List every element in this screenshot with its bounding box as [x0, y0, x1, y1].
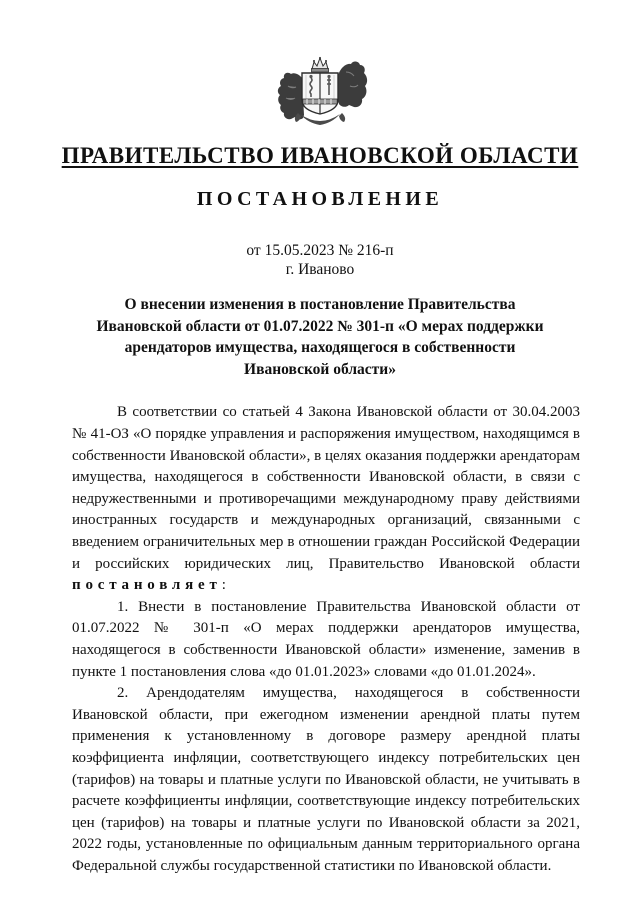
- preamble-text: В соответствии со статьей 4 Закона Ивановской области от 30.04.2003 № 41-ОЗ «О порядке управления и распоряжения имуществом, находящимся в собственности Ивановской области», в целях оказания поддержки арендаторам имущества, находящегося в собственности Ивановской области, в связи с недружественными и противоречащими международному праву действиями иностранных государств и международных организаций, связанными с введением ограничительных мер в отношении граждан Российской Федерации и российских юридических лиц, Правительство Ивановской области: [72, 404, 580, 572]
- resolve-word: постановляет: [72, 577, 222, 594]
- issue-city-line: г. Иваново: [285, 261, 355, 279]
- decree-item-2: 2. Арендодателям имущества, находящегося в собственности Ивановской области, при ежегодном изменении арендной платы путем применения к установленному в договоре размеру арендной платы коэффициента инфляции, соответствующего индексу потребительских цен (тарифов) на товары и платные услуги по Ивановской области, не учитывать в расчете коэффициенты инфляции, соответствующие индексу потребительских цен (тарифов) на товары и платные услуги по Ивановской области за 2021, 2022 годы, установленные по официальным данным территориального органа Федеральной службы государственной статистики по Ивановской области.: [72, 685, 580, 874]
- issuing-authority-title: ПРАВИТЕЛЬСТВО ИВАНОВСКОЙ ОБЛАСТИ: [61, 143, 579, 168]
- ivanovo-coat-of-arms-icon: [272, 56, 368, 136]
- emblem-container: [0, 0, 640, 136]
- resolve-colon: :: [221, 577, 226, 594]
- date-and-number-line: от 15.05.2023 № 216-п: [246, 242, 394, 260]
- preamble-paragraph: [72, 402, 580, 596]
- decree-body: [72, 402, 580, 877]
- decree-subject-heading: О внесении изменения в постановление Правительства Ивановской области от 01.07.2022 № 301-п «О мерах поддержки арендаторов имущества, находящегося в собственности Ивановской области»: [96, 296, 544, 378]
- document-type-title: ПОСТАНОВЛЕНИЕ: [196, 188, 444, 211]
- decree-item-1: 1. Внести в постановление Правительства Ивановской области от 01.07.2022 № 301-п «О мерах поддержки арендаторов имущества, находящегося в собственности Ивановской области» изменение, заменив в пункте 1 постановления слова «до 01.01.2023» словами «до 01.01.2024».: [72, 598, 580, 680]
